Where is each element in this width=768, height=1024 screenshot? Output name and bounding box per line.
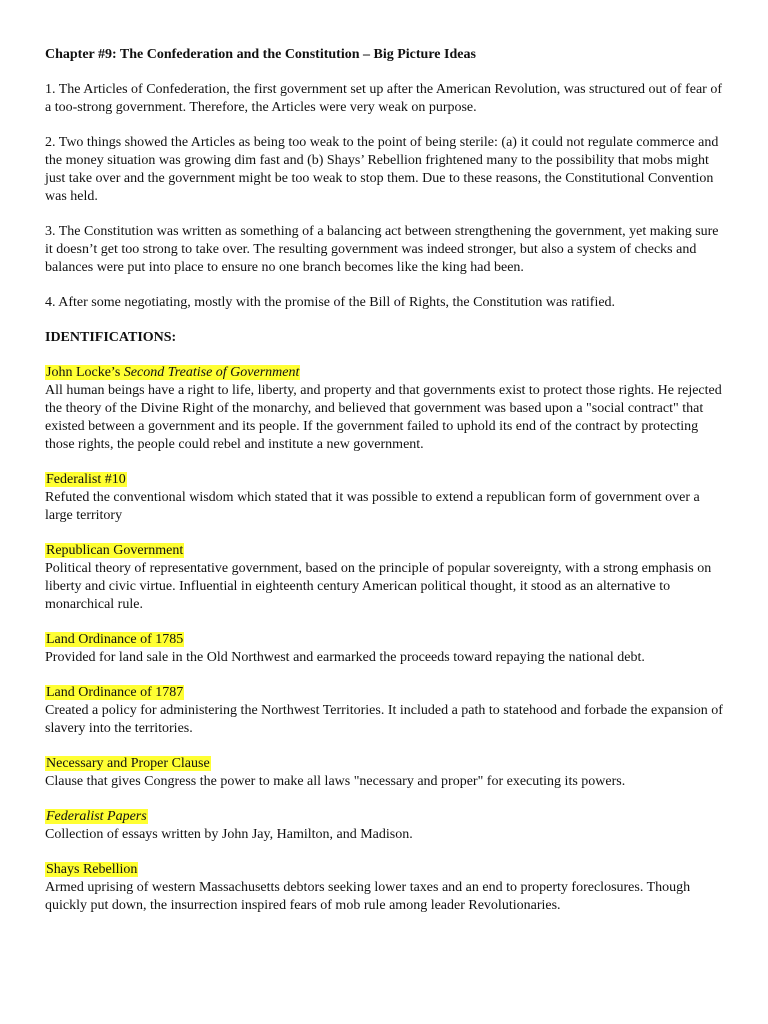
identifications-heading: IDENTIFICATIONS: xyxy=(45,330,177,345)
term-highlight xyxy=(45,756,211,771)
identification-definition: Armed uprising of western Massachusetts debtors seeking lower taxes and an end to property foreclosures. Though quickly put down, the insurrection inspired fears of mob rule among leader Revolutionaries. xyxy=(45,880,691,913)
term-text: Land Ordinance of 1787 xyxy=(46,685,184,700)
identification-item xyxy=(45,755,728,791)
identification-definition: Political theory of representative government, based on the principle of popular sovereignty, with a strong emphasis on liberty and civic virtue. Influential in eighteenth century American political thought, it stood as an alternative to monarchical rule. xyxy=(45,561,712,612)
identification-definition: Collection of essays written by John Jay, Hamilton, and Madison. xyxy=(45,827,413,842)
term-text: John Locke’s xyxy=(46,365,124,380)
identification-definition: All human beings have a right to life, liberty, and property and that governments exist to protect those rights. He rejected the theory of the Divine Right of the monarchy, and believed that government was based upon a "social contract" that existed between a government and its people. If the government failed to uphold its end of the contract by protecting those rights, the people could rebel and institute a new government. xyxy=(45,383,722,452)
identification-definition: Refuted the conventional wisdom which stated that it was possible to extend a republican form of government over a large territory xyxy=(45,490,700,523)
identification-term xyxy=(45,684,728,702)
term-italic-text: Second Treatise of Government xyxy=(123,365,300,380)
identification-term xyxy=(45,364,728,382)
term-text: Necessary and Proper Clause xyxy=(46,756,210,771)
identification-definition: Clause that gives Congress the power to make all laws "necessary and proper" for executing its powers. xyxy=(45,774,626,789)
identification-definition: Created a policy for administering the Northwest Territories. It included a path to statehood and forbade the expansion of slavery into the territories. xyxy=(45,703,723,736)
term-highlight xyxy=(45,543,184,558)
identification-term xyxy=(45,631,728,649)
identification-definition: Provided for land sale in the Old Northwest and earmarked the proceeds toward repaying the national debt. xyxy=(45,650,645,665)
point-paragraph: 4. After some negotiating, mostly with the promise of the Bill of Rights, the Constitution was ratified. xyxy=(45,295,616,310)
point-paragraph: 3. The Constitution was written as something of a balancing act between strengthening the government, yet making sure it doesn’t get too strong to take over. The resulting government was indeed stronger, but also a system of checks and balances were put into place to ensure no one branch becomes like the king had been. xyxy=(45,224,719,275)
identification-item xyxy=(45,684,728,738)
term-text: Shays Rebellion xyxy=(46,862,138,877)
identification-item xyxy=(45,364,728,454)
term-highlight xyxy=(45,472,127,487)
term-text: Federalist #10 xyxy=(46,472,126,487)
identification-item xyxy=(45,631,728,667)
term-text: Republican Government xyxy=(46,543,184,558)
identification-item xyxy=(45,808,728,844)
identification-term xyxy=(45,861,728,879)
page-title: Chapter #9: The Confederation and the Constitution – Big Picture Ideas xyxy=(45,47,476,62)
term-highlight xyxy=(45,632,184,647)
term-highlight xyxy=(45,809,148,824)
term-highlight xyxy=(45,685,184,700)
identification-term xyxy=(45,808,728,826)
term-italic-text: Federalist Papers xyxy=(46,809,147,824)
term-highlight xyxy=(45,365,300,380)
identification-term xyxy=(45,471,728,489)
identification-item xyxy=(45,471,728,525)
identification-item xyxy=(45,542,728,614)
term-highlight xyxy=(45,862,138,877)
identification-item xyxy=(45,861,728,915)
term-text: Land Ordinance of 1785 xyxy=(46,632,184,647)
point-paragraph: 1. The Articles of Confederation, the first government set up after the American Revolution, was structured out of fear of a too-strong government. Therefore, the Articles were very weak on purpose. xyxy=(45,82,722,115)
identification-term xyxy=(45,542,728,560)
point-paragraph: 2. Two things showed the Articles as being too weak to the point of being sterile: (a) it could not regulate commerce and the money situation was growing dim fast and (b) Shays’ Rebellion frightened many to the possibility that mobs might just take over and the government might be too weak to stop them. Due to these reasons, the Constitutional Convention was held. xyxy=(45,135,719,204)
identification-term xyxy=(45,755,728,773)
